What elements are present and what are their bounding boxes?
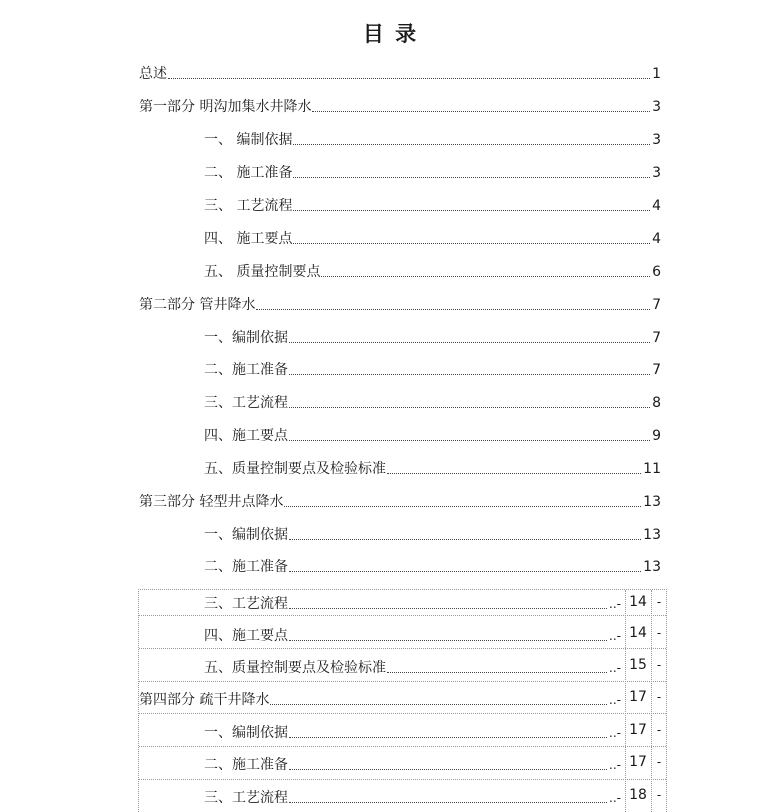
grid-row-divider	[139, 648, 666, 649]
toc-entry-label: 一、编制依据	[204, 725, 288, 741]
dot-leader	[168, 78, 650, 79]
toc-page-number: 8	[652, 395, 661, 411]
toc-entry-label: 二、 施工准备	[204, 165, 293, 181]
toc-entry-label: 五、质量控制要点及检验标准	[204, 660, 386, 676]
toc-table-row[interactable]	[204, 624, 624, 644]
field-end-marker: -	[656, 658, 662, 672]
toc-entry[interactable]	[204, 126, 661, 148]
field-marker: ..-	[609, 693, 621, 707]
toc-entry-label: 一、编制依据	[204, 330, 288, 346]
field-end-marker: -	[656, 788, 662, 802]
toc-page-number: 4	[652, 231, 661, 247]
toc-entry-label: 第二部分 管井降水	[139, 297, 256, 313]
toc-page-number: 4	[652, 198, 661, 214]
dot-leader	[289, 407, 650, 408]
toc-entry[interactable]	[204, 356, 661, 378]
toc-page-number: 13	[643, 559, 661, 575]
grid-row-divider	[139, 746, 666, 747]
toc-entry[interactable]	[204, 422, 661, 444]
field-end-marker: -	[656, 595, 662, 609]
dot-leader	[312, 111, 650, 112]
toc-table-row[interactable]	[204, 592, 624, 612]
toc-table-row[interactable]	[204, 786, 624, 806]
dot-leader	[289, 571, 641, 572]
toc-entry-label: 第三部分 轻型井点降水	[139, 494, 284, 510]
toc-entry[interactable]	[204, 192, 661, 214]
toc-entry[interactable]	[204, 455, 661, 477]
dot-leader	[293, 210, 650, 211]
toc-table-row[interactable]	[204, 753, 624, 773]
toc-page-number: 14	[629, 594, 647, 610]
toc-entry[interactable]	[139, 93, 661, 115]
grid-row-divider	[139, 681, 666, 682]
toc-entry-label: 第四部分 疏干井降水	[139, 692, 270, 708]
dot-leader	[293, 144, 650, 145]
dot-leader	[289, 769, 607, 770]
field-end-marker: -	[656, 626, 662, 640]
toc-page-number: 6	[652, 264, 661, 280]
toc-page-number: 3	[652, 99, 661, 115]
dot-leader	[289, 539, 641, 540]
toc-entry[interactable]	[204, 324, 661, 346]
toc-page-number: 7	[652, 330, 661, 346]
toc-table-row[interactable]	[204, 721, 624, 741]
toc-entry-label: 三、工艺流程	[204, 395, 288, 411]
field-marker: ..-	[609, 791, 621, 805]
toc-entry[interactable]	[204, 389, 661, 411]
toc-entry-label: 四、 施工要点	[204, 231, 293, 247]
toc-table-row[interactable]	[139, 688, 624, 708]
toc-entry[interactable]	[204, 258, 661, 280]
dot-leader	[321, 276, 650, 277]
toc-entry-label: 总述	[139, 66, 167, 82]
dot-leader	[289, 440, 650, 441]
toc-entry[interactable]	[204, 553, 661, 575]
toc-page-number: 9	[652, 428, 661, 444]
toc-page-number: 13	[643, 494, 661, 510]
dot-leader	[256, 309, 650, 310]
dot-leader	[289, 802, 607, 803]
dot-leader	[289, 608, 607, 609]
toc-entry-label: 第一部分 明沟加集水井降水	[139, 99, 312, 115]
toc-entry-label: 二、施工准备	[204, 757, 288, 773]
toc-entry[interactable]	[204, 225, 661, 247]
toc-page-number: 3	[652, 132, 661, 148]
toc-page-number: 7	[652, 362, 661, 378]
toc-page-number: 14	[629, 625, 647, 641]
toc-entry[interactable]	[204, 521, 661, 543]
grid-column-divider	[651, 590, 652, 812]
dot-leader	[284, 506, 641, 507]
toc-table-row[interactable]	[204, 656, 624, 676]
toc-page-number: 7	[652, 297, 661, 313]
toc-entry-label: 五、 质量控制要点	[204, 264, 321, 280]
field-marker: ..-	[609, 758, 621, 772]
dot-leader	[293, 243, 650, 244]
toc-entry-label: 三、 工艺流程	[204, 198, 293, 214]
toc-entry-label: 一、编制依据	[204, 527, 288, 543]
dot-leader	[289, 374, 650, 375]
grid-row-divider	[139, 713, 666, 714]
dot-leader	[289, 737, 607, 738]
toc-page-number: 15	[629, 657, 647, 673]
dot-leader	[387, 473, 641, 474]
toc-entry-label: 二、施工准备	[204, 362, 288, 378]
toc-page-number: 11	[643, 461, 661, 477]
toc-entry[interactable]	[139, 291, 661, 313]
dot-leader	[293, 177, 650, 178]
toc-entry-label: 四、施工要点	[204, 428, 288, 444]
grid-row-divider	[139, 779, 666, 780]
toc-page-number: 1	[652, 66, 661, 82]
page-title: 目 录	[362, 21, 419, 46]
toc-page-number: 3	[652, 165, 661, 181]
toc-page-number: 17	[629, 689, 647, 705]
toc-page-number: 13	[643, 527, 661, 543]
dot-leader	[270, 704, 607, 705]
field-marker: ..-	[609, 629, 621, 643]
dot-leader	[289, 342, 650, 343]
field-marker: ..-	[609, 661, 621, 675]
field-end-marker: -	[656, 723, 662, 737]
grid-row-divider	[139, 615, 666, 616]
field-end-marker: -	[656, 690, 662, 704]
toc-entry-label: 五、质量控制要点及检验标准	[204, 461, 386, 477]
field-marker: ..-	[609, 597, 621, 611]
toc-entry-label: 三、工艺流程	[204, 790, 288, 806]
dot-leader	[289, 640, 607, 641]
toc-entry-label: 二、施工准备	[204, 559, 288, 575]
toc-entry[interactable]	[139, 60, 661, 82]
toc-page-number: 17	[629, 754, 647, 770]
toc-entry[interactable]	[204, 159, 661, 181]
toc-page-number: 17	[629, 722, 647, 738]
dot-leader	[387, 672, 607, 673]
toc-entry-label: 三、工艺流程	[204, 596, 288, 612]
field-marker: ..-	[609, 726, 621, 740]
toc-entry[interactable]	[139, 488, 661, 510]
field-end-marker: -	[656, 755, 662, 769]
toc-entry-label: 四、施工要点	[204, 628, 288, 644]
toc-page-number: 18	[629, 787, 647, 803]
toc-entry-label: 一、 编制依据	[204, 132, 293, 148]
